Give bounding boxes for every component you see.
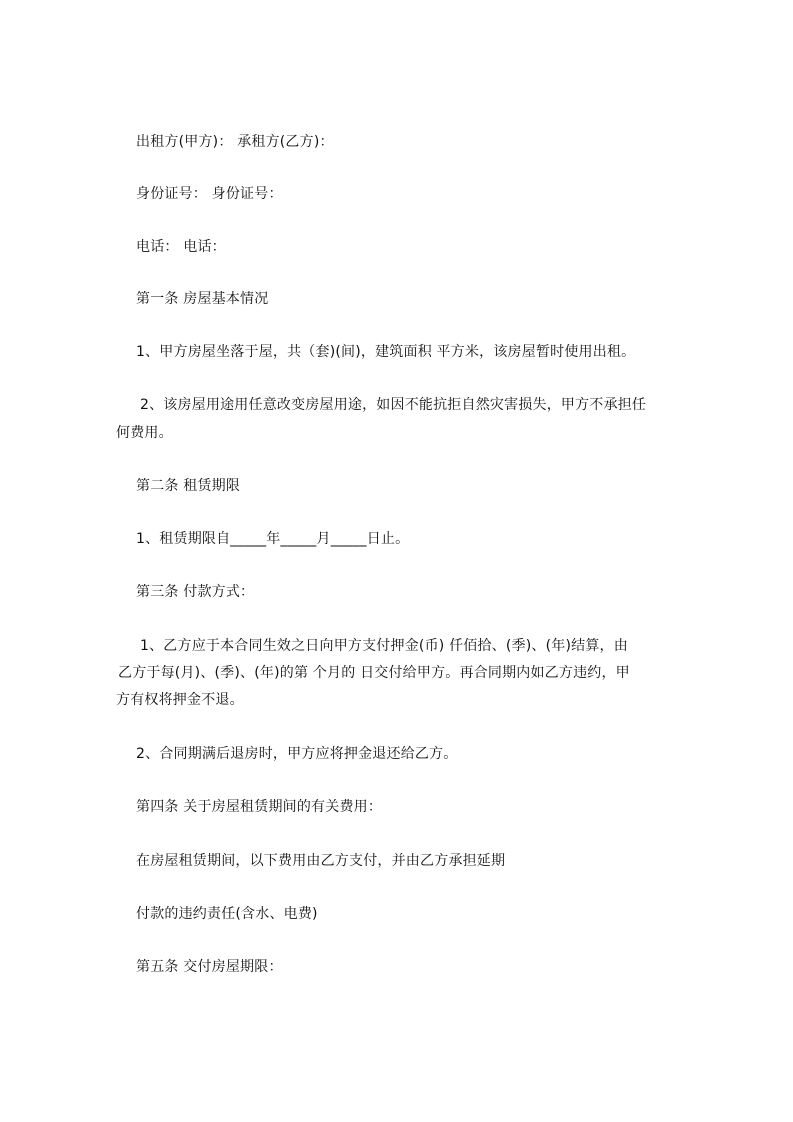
article-4-text-cont: 付款的违约责任(含水、电费) <box>136 906 318 922</box>
article-1-item-2-cont: 何费用。 <box>116 425 173 441</box>
article-4-heading: 第四条 关于房屋租赁期间的有关费用： <box>136 799 383 815</box>
article-5-heading: 第五条 交付房屋期限： <box>136 959 283 975</box>
article-3-item-1-cont2: 方有权将押金不退。 <box>116 692 244 708</box>
article-3-item-1-cont: 乙方于每(月)、(季)、(年)的第 个月的 日交付给甲方。再合同期内如乙方违约，甲 <box>118 665 630 681</box>
article-3-item-2: 2、合同期满后退房时，甲方应将押金退还给乙方。 <box>136 746 458 762</box>
article-4-text: 在房屋租赁期间，以下费用由乙方支付，并由乙方承担延期 <box>136 853 506 869</box>
article-3-item-1: 1、乙方应于本合同生效之日向甲方支付押金(币) 仟佰拾、(季)、(年)结算，由 <box>140 638 628 654</box>
article-1-item-1: 1、甲方房屋坐落于屋，共（套)(间)，建筑面积 平方米，该房屋暂时使用出租。 <box>136 344 636 360</box>
article-2-item-1: 1、租赁期限自_____年_____月_____日止。 <box>136 531 410 547</box>
article-3-heading: 第三条 付款方式： <box>136 584 255 600</box>
article-1-heading: 第一条 房屋基本情况 <box>136 291 269 307</box>
id-number-line: 身份证号： 身份证号： <box>136 186 283 202</box>
article-2-heading: 第二条 租赁期限 <box>136 478 241 494</box>
article-1-item-2: 2、该房屋用途用任意改变房屋用途，如因不能抗拒自然灾害损失，甲方不承担任 <box>140 397 647 413</box>
phone-line: 电话： 电话： <box>136 239 226 255</box>
party-line: 出租方(甲方)： 承租方(乙方)： <box>136 134 334 150</box>
